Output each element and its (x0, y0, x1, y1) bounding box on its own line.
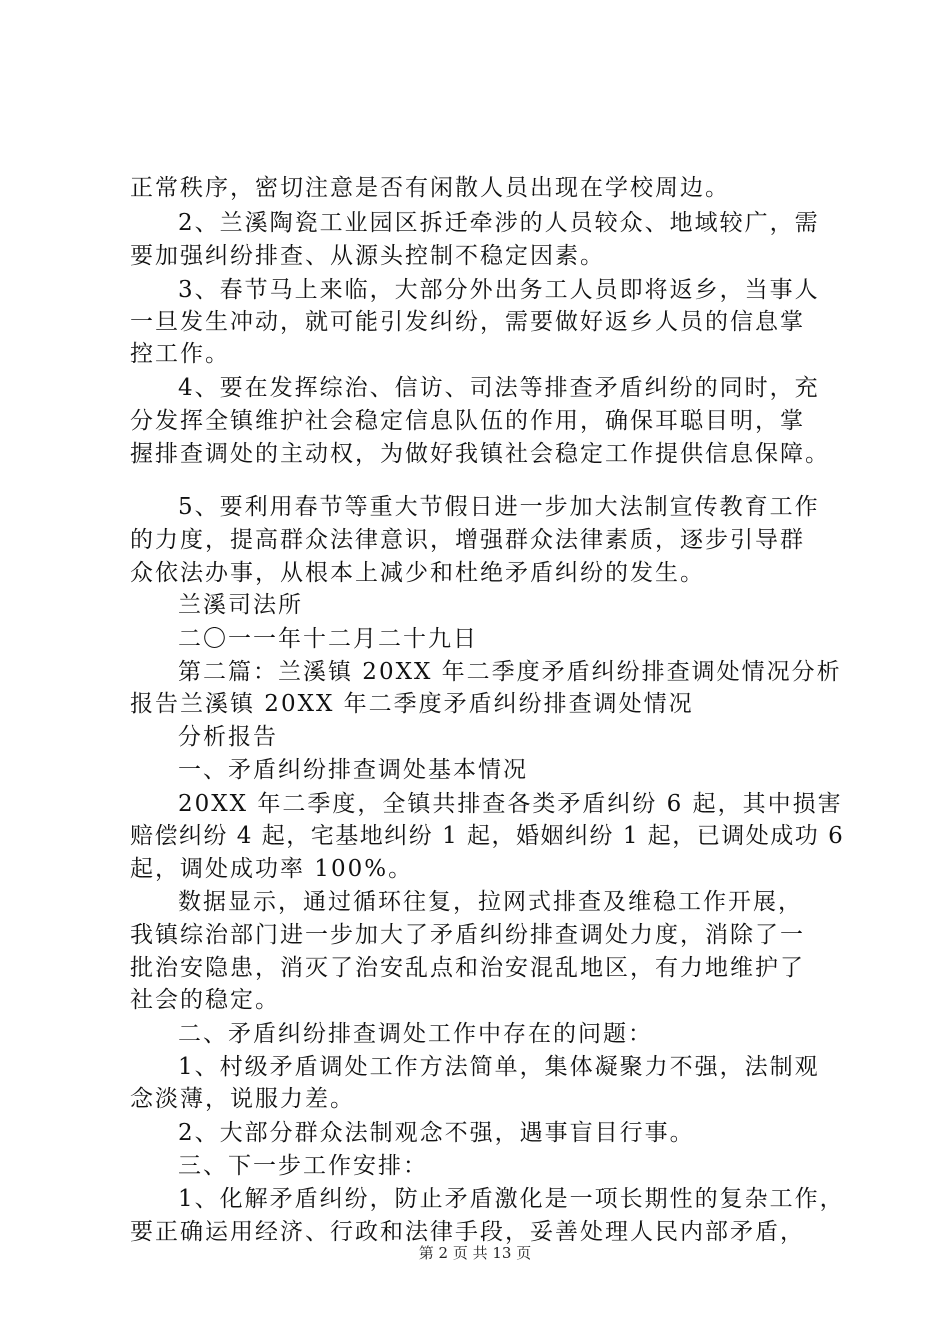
page-footer: 第 2 页 共 13 页 (418, 1244, 532, 1262)
text-line: 正常秩序，密切注意是否有闲散人员出现在学校周边。 (130, 175, 730, 201)
text-line: 2、兰溪陶瓷工业园区拆迁牵涉的人员较众、地域较广，需 (178, 210, 820, 236)
text-line: 控工作。 (130, 341, 230, 367)
text-line: 数据显示，通过循环往复，拉网式排查及维稳工作开展， (178, 889, 803, 915)
text-line: 2、大部分群众法制观念不强，遇事盲目行事。 (178, 1120, 695, 1146)
text-line: 起，调处成功率 100%。 (130, 856, 414, 882)
signature-org: 兰溪司法所 (178, 592, 303, 618)
text-line: 5、要利用春节等重大节假日进一步加大法制宣传教育工作 (178, 494, 820, 520)
text-line: 的力度，提高群众法律意识，增强群众法律素质，逐步引导群 (130, 527, 805, 553)
section-title: 分析报告 (178, 724, 278, 750)
text-line: 4、要在发挥综治、信访、司法等排查矛盾纠纷的同时，充 (178, 375, 820, 401)
text-line: 1、化解矛盾纠纷，防止矛盾激化是一项长期性的复杂工作， (178, 1186, 845, 1212)
text-line: 要正确运用经济、行政和法律手段，妥善处理人民内部矛盾， (130, 1219, 805, 1245)
signature-date: 二〇一一年十二月二十九日 (178, 626, 478, 652)
text-line: 1、村级矛盾调处工作方法简单，集体凝聚力不强，法制观 (178, 1054, 820, 1080)
text-line: 社会的稳定。 (130, 987, 280, 1013)
text-line: 一旦发生冲动，就可能引发纠纷，需要做好返乡人员的信息掌 (130, 309, 805, 335)
heading: 三、下一步工作安排： (178, 1153, 428, 1179)
heading: 二、矛盾纠纷排查调处工作中存在的问题： (178, 1021, 653, 1047)
section-title: 报告兰溪镇 20XX 年二季度矛盾纠纷排查调处情况 (130, 691, 694, 717)
text-line: 握排查调处的主动权，为做好我镇社会稳定工作提供信息保障。 (130, 441, 830, 467)
text-line: 批治安隐患，消灭了治安乱点和治安混乱地区，有力地维护了 (130, 955, 805, 981)
text-line: 我镇综治部门进一步加大了矛盾纠纷排查调处力度，消除了一 (130, 922, 805, 948)
text-line: 20XX 年二季度，全镇共排查各类矛盾纠纷 6 起，其中损害 (178, 791, 843, 817)
text-line: 众依法办事，从根本上减少和杜绝矛盾纠纷的发生。 (130, 560, 705, 586)
section-title: 第二篇：兰溪镇 20XX 年二季度矛盾纠纷排查调处情况分析 (178, 659, 842, 685)
text-line: 3、春节马上来临，大部分外出务工人员即将返乡，当事人 (178, 277, 820, 303)
text-line: 要加强纠纷排查、从源头控制不稳定因素。 (130, 243, 605, 269)
text-line: 念淡薄，说服力差。 (130, 1086, 355, 1112)
text-line: 分发挥全镇维护社会稳定信息队伍的作用，确保耳聪目明，掌 (130, 408, 805, 434)
text-line: 赔偿纠纷 4 起，宅基地纠纷 1 起，婚姻纠纷 1 起，已调处成功 6 (130, 823, 845, 849)
heading: 一、矛盾纠纷排查调处基本情况 (178, 757, 528, 783)
